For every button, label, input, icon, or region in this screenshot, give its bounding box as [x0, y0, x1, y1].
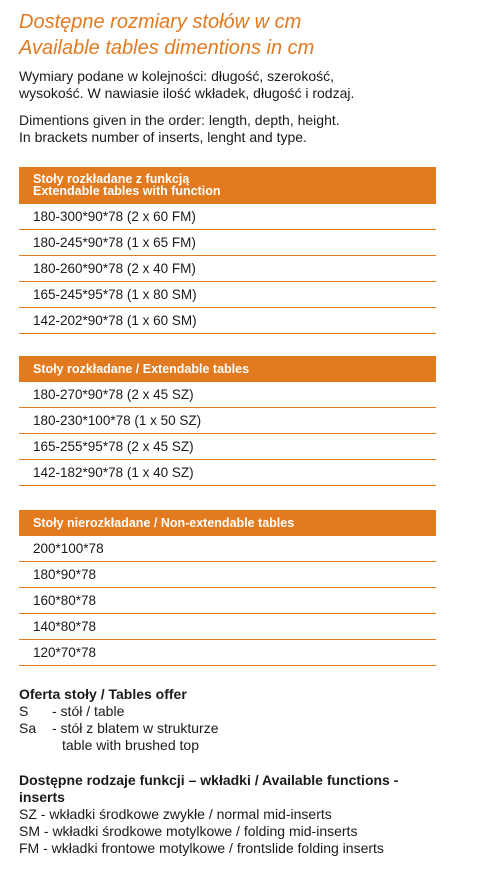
intro-english-line-2: In brackets number of inserts, lenght and type.: [19, 129, 307, 145]
table-row: 180-270*90*78 (2 x 45 SZ): [19, 382, 436, 408]
function-item: SZ - wkładki środkowe zwykłe / normal mid-inserts: [19, 806, 332, 822]
table-header: [19, 356, 436, 382]
offer-heading: Oferta stoły / Tables offer: [19, 686, 187, 702]
table-row: 160*80*78: [19, 588, 436, 614]
table-row: 165-245*95*78 (1 x 80 SM): [19, 282, 436, 308]
non-extendable-table: [19, 510, 436, 666]
intro-polish-line-2: wysokość. W nawiasie ilość wkładek, długość i rodzaj.: [19, 85, 355, 101]
table-row: 142-202*90*78 (1 x 60 SM): [19, 308, 436, 334]
offer-text: - stół z blatem w strukturze: [52, 720, 219, 736]
table-row: 140*80*78: [19, 614, 436, 640]
functions-heading-line-1: Dostępne rodzaje funkcji – wkładki / Available functions -: [19, 772, 399, 788]
table-row: 165-255*95*78 (2 x 45 SZ): [19, 434, 436, 460]
functions-heading-line-2: inserts: [19, 789, 65, 805]
function-item: FM - wkładki frontowe motylkowe / frontslide folding inserts: [19, 840, 384, 856]
table-header: [19, 510, 436, 536]
table-header: [19, 167, 436, 204]
function-item: SM - wkładki środkowe motylkowe / folding mid-inserts: [19, 823, 358, 839]
table-row: 180-230*100*78 (1 x 50 SZ): [19, 408, 436, 434]
table-row: 200*100*78: [19, 536, 436, 562]
table-row: 180-245*90*78 (1 x 65 FM): [19, 230, 436, 256]
table-row: 180*90*78: [19, 562, 436, 588]
table-row: 180-260*90*78 (2 x 40 FM): [19, 256, 436, 282]
table-row: 120*70*78: [19, 640, 436, 666]
table-row: 142-182*90*78 (1 x 40 SZ): [19, 460, 436, 486]
offer-continuation: table with brushed top: [62, 737, 199, 753]
table-header-line-1: Stoły rozkładane z funkcją: [33, 172, 190, 186]
offer-code: S: [19, 703, 29, 719]
table-header-line-2: Extendable tables with function: [33, 184, 221, 198]
functions-section: [19, 772, 459, 857]
offer-text: - stół / table: [52, 703, 125, 719]
table-row: 180-300*90*78 (2 x 60 FM): [19, 204, 436, 230]
offer-item: [19, 720, 219, 737]
tables-offer-section: [19, 686, 219, 754]
title-english: Available tables dimentions in cm: [19, 37, 315, 59]
intro-english: [19, 112, 459, 146]
extendable-with-function-table: [19, 167, 436, 334]
offer-code: Sa: [19, 720, 37, 736]
intro-polish: [19, 68, 459, 102]
extendable-table: [19, 356, 436, 486]
offer-item: [19, 703, 219, 720]
title-polish: Dostępne rozmiary stołów w cm: [19, 11, 302, 33]
intro-english-line-1: Dimentions given in the order: length, depth, height.: [19, 112, 340, 128]
table-header-line-1: Stoły nierozkładane / Non-extendable tables: [33, 516, 295, 530]
table-header-line-1: Stoły rozkładane / Extendable tables: [33, 362, 250, 376]
intro-polish-line-1: Wymiary podane w kolejności: długość, szerokość,: [19, 68, 335, 84]
